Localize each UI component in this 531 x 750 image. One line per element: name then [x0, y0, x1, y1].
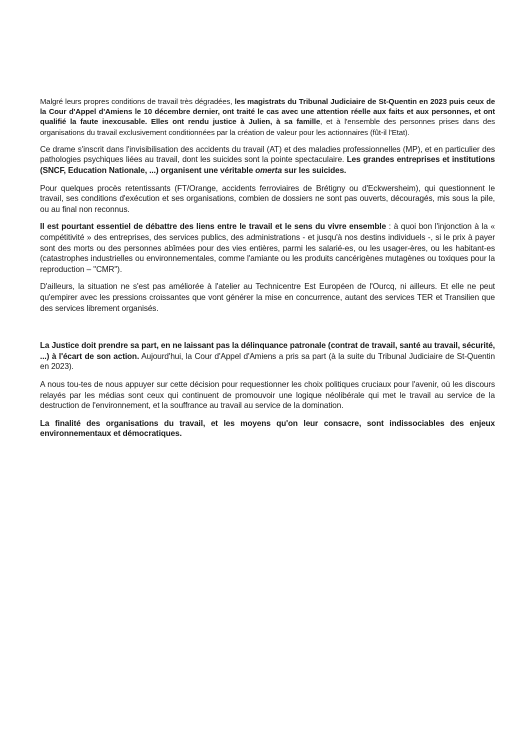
bold-span: La Justice doit prendre sa part, en ne laissant pas la délinquance patronale (contrat de travail, santé au travail, sécurité, ...) à l'écart de son action.	[40, 341, 495, 361]
bold-span: sur les suicides.	[281, 166, 347, 175]
text-span: Pour quelques procès retentissants (FT/Orange, accidents ferroviaires de Brétigny ou d'Eckwersheim), qui questionnent le travail, ses conditions d'exécution et ses organisations, combien de dossiers ne sont pas ouverts, découragés, mis sous la pile, ou au final non reconnus.	[40, 183, 495, 214]
bold-span: Les grandes entreprises et institutions (SNCF, Education Nationale, ...) organisent une véritable	[40, 155, 495, 175]
paragraph-decision	[40, 380, 495, 412]
bold-span: Il est pourtant essentiel de débattre des liens entre le travail et le sens du vivre ensemble	[40, 222, 387, 232]
section-gap	[40, 321, 495, 341]
text-span: : à quoi bon l'injonction à la « compétitivité » des entreprises, des services publics, des administrations - et jusqu'à nos destins individuels -, si le prix à payer sont des morts ou des personnes abîmées pour des vies entières, parmi les salarié-es, ou les usager-ères, ou les habitant-es (catastrophes industrielles ou environnementales, comme l'amiante ou les produits cancérigènes mutagènes ou toxiques pour la reproduction – "CMR").	[40, 222, 495, 274]
bold-span: les magistrats du Tribunal Judiciaire de St-Quentin en 2023 puis ceux de la Cour d'Appel d'Amiens le 10 décembre dernier, ont traité le cas avec une attention réelle aux faits et aux personnes, et ont qualifié la faute inexcusable. Elles ont rendu justice à Julien, à sa famille	[40, 97, 495, 127]
text-span: , et à l'ensemble des personnes prises dans des organisations du travail exclusivement conditionnées par la création de valeur pour les actionnaires (fût-il l'Etat).	[40, 117, 495, 137]
document-body	[40, 97, 495, 447]
text-span: A nous tou-tes de nous appuyer sur cette décision pour requestionner les choix politiques cruciaux pour l'avenir, où les discours relayés par les médias sont ceux qui continuent de promouvoir une logique néolibérale qui met le travail au service de la destruction de l'environnement, et la souffrance au travail au service de la domination.	[40, 379, 495, 411]
paragraph-justice	[40, 341, 495, 373]
paragraph-finalite	[40, 419, 495, 440]
paragraph-invisibilisation	[40, 145, 495, 177]
bold-span: La finalité des organisations du travail, et les moyens qu'on leur consacre, sont indissociables des enjeux environnementaux et démocratiques.	[40, 418, 495, 439]
paragraph-debat	[40, 222, 495, 275]
text-span: Malgré leurs propres conditions de travail très dégradées,	[40, 97, 235, 106]
text-span: Ce drame s'inscrit dans l'invisibilisation des accidents du travail (AT) et des maladies professionnelles (MP), et en particulier des pathologies psychiques liées au travail, dont les suicides sont la pointe spectaculaire.	[40, 144, 495, 165]
paragraph-situation	[40, 282, 495, 314]
paragraph-magistrats	[40, 97, 495, 138]
bold-italic-span: omerta	[255, 166, 282, 175]
paragraph-proces	[40, 184, 495, 216]
text-span: D'ailleurs, la situation ne s'est pas améliorée à l'atelier au Technicentre Est Européen de l'Ourcq, ni ailleurs. Et elle ne peut qu'empirer avec les pressions croissantes que vont générer la mise en concurrence, autant des services TER et Transilien que des services librement organisés.	[40, 282, 495, 313]
text-span: Aujourd'hui, la Cour d'Appel d'Amiens a pris sa part (à la suite du Tribunal Judiciaire de St-Quentin en 2023).	[40, 351, 495, 372]
